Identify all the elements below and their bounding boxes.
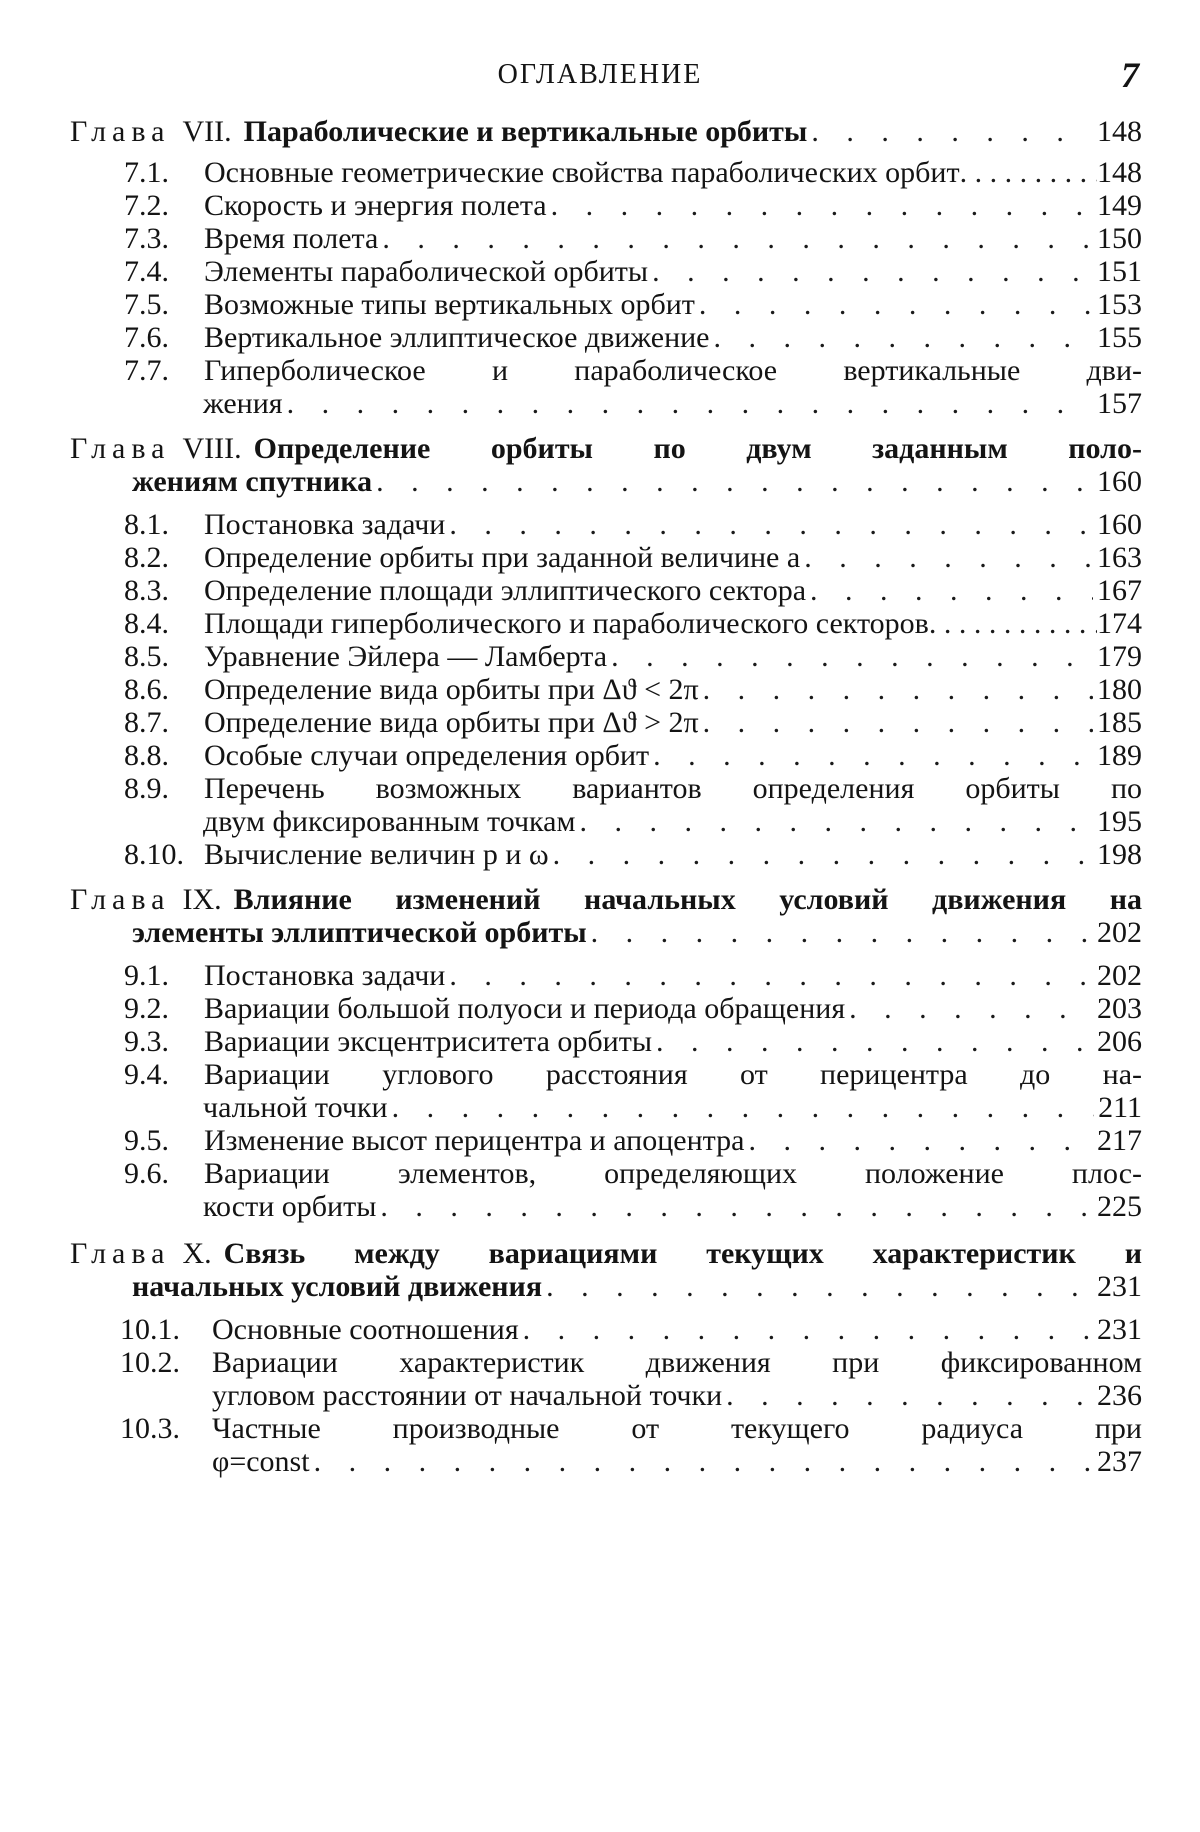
section-title: Основные соотношения bbox=[212, 1313, 519, 1346]
section-number: 7.7. bbox=[124, 354, 169, 387]
dot-leader bbox=[811, 112, 1093, 152]
section-number: 8.3. bbox=[124, 574, 169, 607]
page-ref: 148 bbox=[1097, 156, 1142, 189]
section-title: Вариации элементов, определяющих положение плос- bbox=[204, 1157, 1142, 1190]
section-title-continuation: угловом расстоянии от начальной точки bbox=[212, 1379, 723, 1412]
section-number: 7.4. bbox=[124, 255, 169, 288]
section-number: 9.3. bbox=[124, 1025, 169, 1058]
chapter-title: Определение орбиты по двум заданным поло- bbox=[253, 432, 1142, 465]
section-number: 8.4. bbox=[124, 607, 169, 640]
section-title: Определение вида орбиты при Δϑ < 2π bbox=[204, 673, 699, 706]
section-title: Определение вида орбиты при Δϑ > 2π bbox=[204, 706, 699, 739]
chapter-label: Глава bbox=[70, 1237, 171, 1270]
section-number: 10.1. bbox=[120, 1313, 180, 1346]
chapter-heading bbox=[70, 112, 1142, 152]
chapter-number: VIII. bbox=[182, 432, 242, 465]
section-title-continuation: φ=const bbox=[212, 1445, 310, 1478]
section-title: Постановка задачи bbox=[204, 508, 446, 541]
page-ref: 189 bbox=[1097, 739, 1142, 772]
chapter-title-continuation: жениям спутника bbox=[132, 465, 373, 498]
section-title: Определение орбиты при заданной величине a bbox=[204, 541, 801, 574]
section-number: 8.5. bbox=[124, 640, 169, 673]
section-number: 9.1. bbox=[124, 959, 169, 992]
section-title: Постановка задачи bbox=[204, 959, 446, 992]
section-number: 8.2. bbox=[124, 541, 169, 574]
section-number: 9.4. bbox=[124, 1058, 169, 1091]
chapter-label: Глава bbox=[70, 432, 171, 465]
page-ref: 198 bbox=[1097, 838, 1142, 871]
section-number: 8.10. bbox=[124, 838, 184, 871]
page-ref: 155 bbox=[1097, 321, 1142, 354]
chapter-title: Влияние изменений начальных условий движения на bbox=[233, 883, 1142, 916]
section-title-continuation: чальной точки bbox=[203, 1091, 388, 1124]
page-ref: 202 bbox=[1097, 916, 1142, 949]
page-ref: 151 bbox=[1097, 255, 1142, 288]
section-title: Основные геометрические свойства параболических орбит bbox=[204, 156, 960, 189]
page-ref: 217 bbox=[1097, 1124, 1142, 1157]
page-ref: 206 bbox=[1097, 1025, 1142, 1058]
page-ref: 157 bbox=[1097, 387, 1142, 420]
section-number: 7.6. bbox=[124, 321, 169, 354]
section-title: Частные производные от текущего радиуса при bbox=[212, 1412, 1142, 1445]
chapter-heading-continuation bbox=[132, 462, 1142, 502]
section-title: Площади гиперболического и параболического секторов bbox=[204, 607, 929, 640]
section-title: Скорость и энергия полета bbox=[204, 189, 547, 222]
chapter-number: X. bbox=[182, 1237, 212, 1270]
page-ref: 160 bbox=[1097, 508, 1142, 541]
section-title: Вариации характеристик движения при фиксированном bbox=[212, 1346, 1142, 1379]
page-ref: 203 bbox=[1097, 992, 1142, 1025]
section-number: 8.6. bbox=[124, 673, 169, 706]
section-title: Особые случаи определения орбит bbox=[204, 739, 650, 772]
dot-leader bbox=[314, 1442, 1093, 1482]
section-title-continuation: жения bbox=[203, 387, 283, 420]
section-title: Гиперболическое и параболическое вертикальные дви- bbox=[204, 354, 1142, 387]
chapter-heading-continuation bbox=[132, 1267, 1142, 1307]
section-number: 8.1. bbox=[124, 508, 169, 541]
chapter-number: VII. bbox=[182, 115, 232, 148]
section-title: Вертикальное эллиптическое движение bbox=[204, 321, 710, 354]
toc-entry-continuation bbox=[212, 1442, 1142, 1482]
dot-leader bbox=[546, 1267, 1093, 1307]
dot-leader bbox=[287, 384, 1093, 424]
page-ref: 236 bbox=[1097, 1379, 1142, 1412]
chapter-label: Глава bbox=[70, 883, 171, 916]
section-number: 8.8. bbox=[124, 739, 169, 772]
section-title: Вариации эксцентриситета орбиты bbox=[204, 1025, 653, 1058]
section-title: Время полета bbox=[204, 222, 379, 255]
section-title: Вариации большой полуоси и периода обращения bbox=[204, 992, 846, 1025]
page-ref: 237 bbox=[1097, 1445, 1142, 1478]
section-number: 10.3. bbox=[120, 1412, 180, 1445]
dot-leader bbox=[380, 1187, 1093, 1227]
page-ref: 202 bbox=[1097, 959, 1142, 992]
chapter-title: Параболические и вертикальные орбиты bbox=[243, 115, 808, 148]
page-ref: 167 bbox=[1097, 574, 1142, 607]
page-ref: 163 bbox=[1097, 541, 1142, 574]
section-number: 7.5. bbox=[124, 288, 169, 321]
section-title: Уравнение Эйлера — Ламберта bbox=[204, 640, 608, 673]
page-ref: 231 bbox=[1097, 1270, 1142, 1303]
page-ref: 150 bbox=[1097, 222, 1142, 255]
section-number: 9.6. bbox=[124, 1157, 169, 1190]
chapter-heading-continuation bbox=[132, 913, 1142, 953]
page-ref: 160 bbox=[1097, 465, 1142, 498]
page-ref: 225 bbox=[1097, 1190, 1142, 1223]
section-title: Изменение высот перицентра и апоцентра bbox=[204, 1124, 745, 1157]
running-head bbox=[0, 55, 1200, 95]
section-title: Вариации углового расстояния от перицентра до на- bbox=[204, 1058, 1142, 1091]
running-title: ОГЛАВЛЕНИЕ bbox=[497, 59, 703, 90]
section-number: 7.1. bbox=[124, 156, 169, 189]
page-ref: 153 bbox=[1097, 288, 1142, 321]
section-title-continuation: кости орбиты bbox=[203, 1190, 377, 1223]
dot-leader bbox=[553, 835, 1093, 875]
chapter-title-continuation: элементы эллиптической орбиты bbox=[132, 916, 587, 949]
section-number: 7.3. bbox=[124, 222, 169, 255]
section-number: 9.2. bbox=[124, 992, 169, 1025]
page-number: 7 bbox=[1121, 55, 1139, 95]
page-ref: 148 bbox=[1097, 115, 1142, 148]
section-title: Перечень возможных вариантов определения орбиты по bbox=[204, 772, 1142, 805]
page-ref: 211 bbox=[1098, 1091, 1142, 1124]
dot-leader bbox=[591, 913, 1093, 953]
toc-entry-continuation bbox=[203, 384, 1142, 424]
section-title: Вычисление величин p и ω bbox=[204, 838, 549, 871]
section-title: Определение площади эллиптического сектора bbox=[204, 574, 807, 607]
toc-entry bbox=[124, 835, 1142, 875]
chapter-title: Связь между вариациями текущих характеристик и bbox=[223, 1237, 1142, 1270]
page-ref: 180 bbox=[1097, 673, 1142, 706]
chapter-title-continuation: начальных условий движения bbox=[132, 1270, 543, 1303]
page-ref: 231 bbox=[1097, 1313, 1142, 1346]
section-number: 7.2. bbox=[124, 189, 169, 222]
section-title: Возможные типы вертикальных орбит bbox=[204, 288, 695, 321]
section-number: 9.5. bbox=[124, 1124, 169, 1157]
dot-leader bbox=[376, 462, 1093, 502]
chapter-number: IX. bbox=[182, 883, 222, 916]
page-ref: 195 bbox=[1097, 805, 1142, 838]
section-number: 8.9. bbox=[124, 772, 169, 805]
toc-entry-continuation bbox=[203, 1187, 1142, 1227]
page-ref: 185 bbox=[1097, 706, 1142, 739]
page-ref: 174 bbox=[1097, 607, 1142, 640]
page-ref: 149 bbox=[1097, 189, 1142, 222]
section-number: 8.7. bbox=[124, 706, 169, 739]
section-title-continuation: двум фиксированным точкам bbox=[203, 805, 576, 838]
section-number: 10.2. bbox=[120, 1346, 180, 1379]
page-ref: 179 bbox=[1097, 640, 1142, 673]
section-title: Элементы параболической орбиты bbox=[204, 255, 649, 288]
chapter-label: Глава bbox=[70, 115, 171, 148]
